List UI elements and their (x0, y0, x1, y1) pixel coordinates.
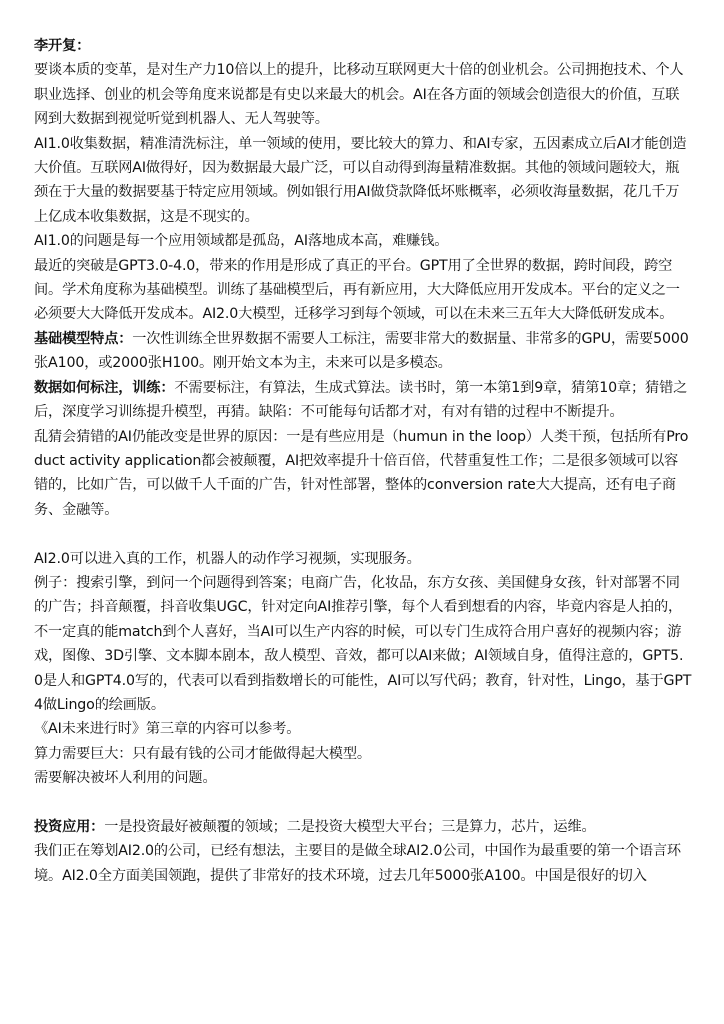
paragraph-foundation-model (34, 327, 692, 376)
paragraph-ai1-problem: AI1.0的问题是每一个应用领域都是孤岛，AI落地成本高，难赚钱。 (34, 233, 449, 250)
blank-line (34, 791, 692, 815)
paragraph-compute: 算力需要巨大：只有最有钱的公司才能做得起大模型。 (34, 745, 371, 762)
paragraph-book-reference: 《AI未来进行时》第三章的内容可以参考。 (34, 721, 301, 738)
paragraph-gpt-breakthrough: 最近的突破是GPT3.0-4.0，带来的作用是形成了真正的平台。GPT用了全世界的数据，跨时间段，跨空间。学术角度称为基础模型。训练了基础模型后，再有新应用，大大降低应用开发成本。平台的定义之一必须要大大降低开发成本。AI2.0大模型，迁移学习到每个领域，可以在未来三五年大大降低研发成本。 (34, 257, 680, 323)
paragraph-misuse: 需要解决被坏人利用的问题。 (34, 770, 217, 787)
paragraph-examples: 例子：搜索引擎，到问一个问题得到答案；电商广告，化妆品，东方女孩、美国健身女孩，针对部署不同的广告；抖音颠覆，抖音收集UGC，针对定向AI推荐引擎，每个人看到想看的内容，毕竟内容是人拍的，不一定真的能match到个人喜好，当AI可以生产内容的时候，可以专门生成符合用户喜好的视频内容；游戏，图像、3D引擎、文本脚本剧本，敌人模型、音效，都可以AI来做；AI领域自身，值得注意的，GPT5.0是人和GPT4.0写的，代表可以看到指数增长的可能性，AI可以写代码；教育，针对性，Lingo，基于GPT4做Lingo的绘画版。 (34, 574, 692, 713)
paragraph-data-training (34, 376, 692, 425)
investment-text: 一是投资最好被颠覆的领域；二是投资大模型大平台；三是算力，芯片，运维。 (104, 818, 596, 835)
paragraph-investment (34, 815, 692, 839)
paragraph-company-plan: 我们正在筹划AI2.0的公司，已经有想法，主要目的是做全球AI2.0公司，中国作为最重要的第一个语言环境。AI2.0全方面美国领跑，提供了非常好的技术环境，过去几年5000张A100。中国是很好的切入 (34, 843, 681, 884)
data-training-text: 不需要标注，有算法，生成式算法。读书时，第一本第1到9章，猜第10章；猜错之后，深度学习训练提升模型，再猜。缺陷：不可能每句话都才对，有对有错的过程中不断提升。 (34, 379, 688, 421)
paragraph-guessing-ai: 乱猜会猜错的AI仍能改变是世界的原因：一是有些应用是（humun in the loop）人类干预，包括所有Product activity application都会被颠覆，AI把效率提升十倍百倍，代替重复性工作；二是很多领域可以容错的，比如广告，可以做千人千面的广告，针对性部署，整体的conversion rate大大提高，还有电子商务、金融等。 (34, 428, 689, 518)
document-page (34, 34, 692, 888)
foundation-model-text: 一次性训练全世界数据不需要人工标注，需要非常大的数据量、非常多的GPU，需要5000张A100，或2000张H100。刚开始文本为主，未来可以是多模态。 (34, 330, 689, 372)
investment-label: 投资应用： (34, 818, 105, 835)
speaker-heading: 李开复： (34, 38, 91, 54)
paragraph-ai2-work: AI2.0可以进入真的工作，机器人的动作学习视频，实现服务。 (34, 550, 421, 567)
paragraph-ai1-data: AI1.0收集数据，精准清洗标注，单一领域的使用，要比较大的算力、和AI专家，五因素成立后AI才能创造大价值。互联网AI做得好，因为数据最大最广泛，可以自动得到海量精准数据。其他的领域问题较大，瓶颈在于大量的数据要基于特定应用领域。例如银行用AI做贷款降低坏账概率，必须收海量数据，花几千万上亿成本收集数据，这是不现实的。 (34, 135, 687, 225)
foundation-model-label: 基础模型特点： (34, 330, 133, 347)
data-training-label: 数据如何标注，训练： (34, 379, 175, 396)
blank-line (34, 522, 692, 546)
paragraph-productivity: 要谈本质的变革，是对生产力10倍以上的提升，比移动互联网更大十倍的创业机会。公司拥抱技术、个人职业选择、创业的机会等角度来说都是有史以来最大的机会。AI在各方面的领域会创造很大的价值，互联网到大数据到视觉听觉到机器人、无人驾驶等。 (34, 62, 684, 128)
